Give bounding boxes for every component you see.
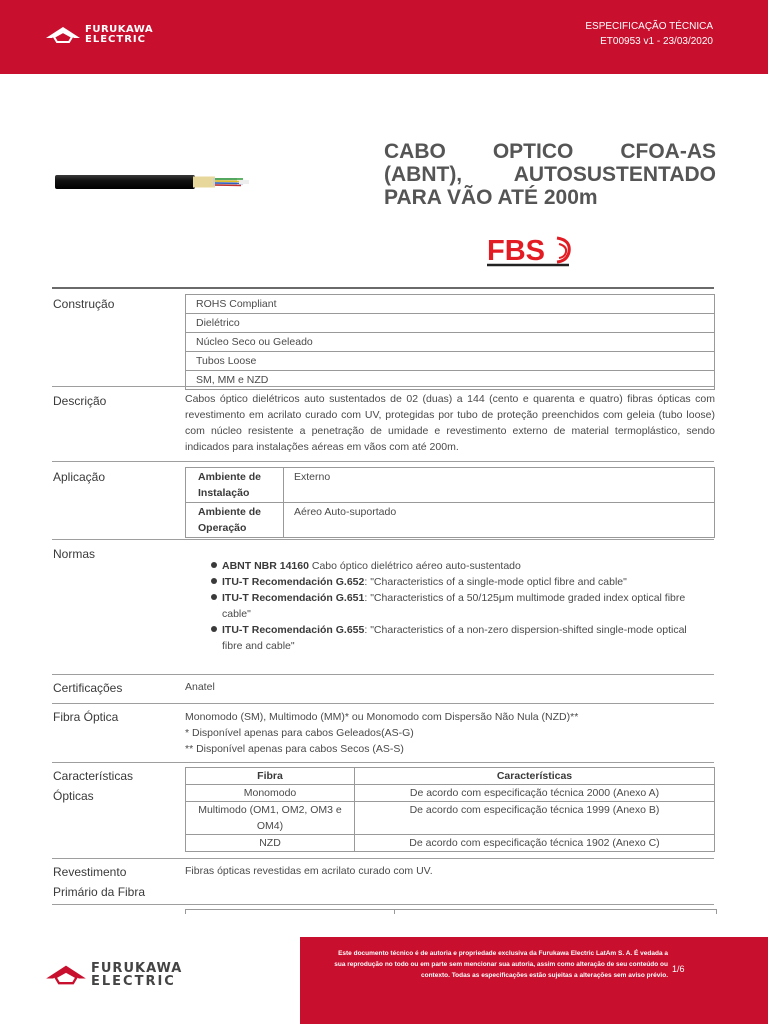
construction-item: Núcleo Seco ou Geleado (186, 333, 715, 352)
fiber-types (185, 709, 715, 757)
section-label-line: Características (53, 769, 134, 783)
list-item (186, 295, 715, 314)
svg-text:FBS: FBS (487, 235, 545, 267)
page-title: CABO OPTICO CFOA-AS (ABNT), AUTOSUSTENTADO PARA VÃO ATÉ 200m (384, 140, 716, 209)
furukawa-logo-icon (45, 25, 81, 45)
fiber-cell: NZD (186, 835, 355, 852)
list-item (186, 352, 715, 371)
construction-item: ROHS Compliant (186, 295, 715, 314)
application-key: Ambiente de Instalação (186, 468, 284, 503)
next-table-edge (185, 909, 717, 914)
standard-name: ITU-T Recomendación G.651 (222, 592, 365, 604)
section-divider (52, 703, 714, 704)
bullet-icon (211, 594, 217, 600)
section-label-fibra-optica: Fibra Óptica (53, 710, 119, 724)
logo-name-line2: ELECTRIC (91, 974, 176, 989)
column-header: Fibra (186, 768, 355, 785)
application-key: Ambiente de Operação (186, 503, 284, 538)
section-label-normas: Normas (53, 547, 96, 561)
list-item (210, 590, 700, 622)
section-label-construcao: Construção (53, 297, 115, 311)
construction-list (185, 294, 715, 390)
bullet-icon (211, 578, 217, 584)
cable-image (53, 171, 253, 193)
section-label-caracteristicas (53, 766, 133, 806)
standard-description: : "Characteristics of a non-zero dispersion-shifted single-mode optical fibre and cable" (222, 624, 687, 652)
fiber-type-line: Monomodo (SM), Multimodo (MM)* ou Monomodo com Dispersão Não Nula (NZD)** (185, 711, 579, 723)
fiber-type-note: * Disponível apenas para cabos Geleados(AS-G) (185, 727, 414, 739)
page-number: 1/6 (672, 964, 685, 974)
standard-description: Cabo óptico dielétrico aéreo auto-sustentado (308, 560, 521, 572)
table-row (186, 835, 715, 852)
fbs-logo-icon (487, 234, 582, 270)
fiber-type-note: ** Disponível apenas para cabos Secos (AS-S) (185, 743, 404, 755)
section-divider (52, 904, 714, 905)
table-row (186, 468, 715, 503)
section-label-line: Revestimento (53, 865, 127, 879)
column-header: Características (355, 768, 715, 785)
spec-cell: De acordo com especificação técnica 1902 (Anexo C) (355, 835, 715, 852)
section-divider (52, 858, 714, 859)
construction-item: Tubos Loose (186, 352, 715, 371)
section-label-aplicacao: Aplicação (53, 470, 106, 484)
section-label-revestimento (53, 862, 145, 902)
standard-name: ITU-T Recomendación G.652 (222, 576, 365, 588)
bullet-icon (211, 626, 217, 632)
standards-list (210, 558, 700, 654)
construction-item: Dielétrico (186, 314, 715, 333)
description-text: Cabos óptico dielétricos auto sustentados de 02 (duas) a 144 (cento e quarenta e quatro) fibras ópticas com revestimento em acrilato curado com UV, protegidas por tubo de proteção preenchidos com geleia (tubo loose) com núcleo resistente a penetração de umidade e revestimento externo de material termoplástico, sendo indicados para instalações aéreas em vãos com até 200m. (185, 393, 715, 453)
standard-description: : "Characteristics of a single-mode opticl fibre and cable" (364, 576, 627, 588)
doc-header-info (585, 19, 713, 49)
section-divider (52, 386, 714, 387)
application-value: Externo (284, 468, 715, 503)
table-row (186, 802, 715, 835)
bullet-icon (211, 562, 217, 568)
list-item (186, 314, 715, 333)
list-item (186, 333, 715, 352)
list-item (210, 558, 700, 574)
table-header-row (186, 768, 715, 785)
section-label-line: Ópticas (53, 789, 94, 803)
standard-description: : "Characteristics of a 50/125μm multimode graded index optical fibre cable" (222, 592, 686, 620)
furukawa-logo-icon (45, 963, 87, 987)
section-label-descricao: Descrição (53, 394, 107, 408)
section-divider (52, 539, 714, 540)
section-label-certificacoes: Certificações (53, 681, 123, 695)
fiber-cell: Multimodo (OM1, OM2, OM3 e OM4) (186, 802, 355, 835)
application-value: Aéreo Auto-suportado (284, 503, 715, 538)
list-item (210, 622, 700, 654)
certifications-text: Anatel (185, 681, 215, 693)
table-column-divider (394, 910, 395, 914)
page-header (0, 0, 768, 74)
spec-cell: De acordo com especificação técnica 2000 (Anexo A) (355, 785, 715, 802)
section-divider (52, 674, 714, 675)
section-divider (52, 762, 714, 763)
section-label-line: Primário da Fibra (53, 885, 146, 899)
section-divider (52, 461, 714, 462)
footer-logo (45, 962, 182, 988)
section-divider (52, 287, 714, 289)
logo-name-line1: FURUKAWA (91, 961, 183, 976)
optical-characteristics-table (185, 767, 715, 852)
standard-name: ITU-T Recomendación G.655 (222, 624, 365, 636)
logo-name-line1: FURUKAWA (85, 24, 154, 35)
application-table (185, 467, 715, 538)
fiber-cell: Monomodo (186, 785, 355, 802)
construction-item: SM, MM e NZD (186, 371, 715, 390)
coating-text: Fibras ópticas revestidas em acrilato curado com UV. (185, 865, 433, 877)
page-footer (300, 937, 768, 1024)
table-row (186, 785, 715, 802)
doc-type: ESPECIFICAÇÃO TÉCNICA (585, 21, 713, 32)
standard-name: ABNT NBR 14160 (222, 560, 309, 572)
table-row (186, 503, 715, 538)
doc-id: ET00953 v1 - 23/03/2020 (600, 36, 713, 47)
list-item (210, 574, 700, 590)
company-logo (45, 25, 153, 45)
logo-name-line2: ELECTRIC (85, 34, 146, 45)
footer-notice: Este documento técnico é de autoria e propriedade exclusiva da Furukawa Electric LatAm S. A. É vedada a sua reprodução no todo ou em parte sem mencionar sua autoria, assim como alteração de seu conteúdo ou contexto. Todas as especificações estão sujeitas a alterações sem aviso prévio. (334, 950, 668, 979)
fbs-logo (487, 234, 582, 275)
spec-cell: De acordo com especificação técnica 1999 (Anexo B) (355, 802, 715, 835)
